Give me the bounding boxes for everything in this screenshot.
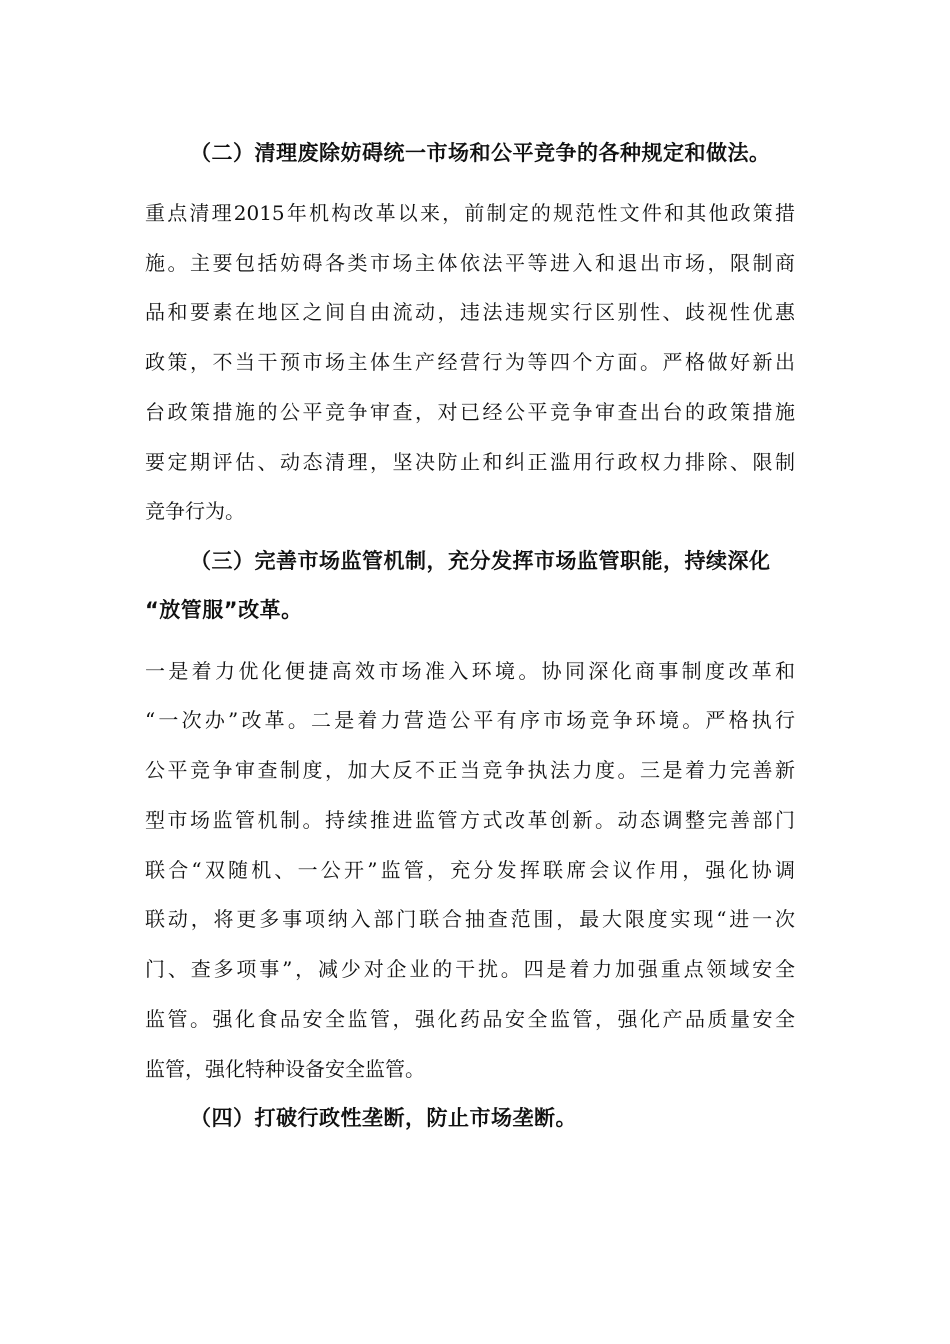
section-3-line: “一次办”改革。二是着力营造公平有序市场竞争环境。严格执行 — [145, 708, 795, 732]
section-3-line: 监管。强化食品安全监管，强化药品安全监管，强化产品质量安全 — [145, 1007, 795, 1031]
section-3-heading-continued: “放管服”改革。 — [145, 598, 303, 622]
section-3-line: 一是着力优化便捷高效市场准入环境。协同深化商事制度改革和 — [145, 659, 795, 683]
section-3-line: 联动，将更多事项纳入部门联合抽查范围，最大限度实现“进一次 — [145, 907, 795, 931]
section-2-line: 要定期评估、动态清理，坚决防止和纠正滥用行政权力排除、限制 — [145, 450, 795, 474]
section-3-line: 门、查多项事”，减少对企业的干扰。四是着力加强重点领域安全 — [145, 957, 795, 981]
section-4-heading: （四）打破行政性垄断，防止市场垄断。 — [190, 1106, 577, 1130]
section-2-line: 施。主要包括妨碍各类市场主体依法平等进入和退出市场，限制商 — [145, 251, 795, 275]
section-2-heading: （二）清理废除妨碍统一市场和公平竞争的各种规定和做法。 — [190, 141, 771, 165]
section-2-line: 重点清理2015年机构改革以来，前制定的规范性文件和其他政策措 — [145, 201, 795, 225]
section-3-line: 监管，强化特种设备安全监管。 — [145, 1057, 425, 1081]
section-3-line: 型市场监管机制。持续推进监管方式改革创新。动态调整完善部门 — [145, 808, 795, 832]
section-3-line: 公平竞争审查制度，加大反不正当竞争执法力度。三是着力完善新 — [145, 758, 795, 782]
section-2-line: 政策，不当干预市场主体生产经营行为等四个方面。严格做好新出 — [145, 350, 795, 374]
section-2-line: 台政策措施的公平竞争审查，对已经公平竞争审查出台的政策措施 — [145, 400, 795, 424]
section-2-line: 竞争行为。 — [145, 499, 245, 523]
section-3-heading: （三）完善市场监管机制，充分发挥市场监管职能，持续深化 — [190, 549, 771, 573]
section-2-line: 品和要素在地区之间自由流动，违法违规实行区别性、歧视性优惠 — [145, 300, 795, 324]
section-3-line: 联合“双随机、一公开”监管，充分发挥联席会议作用，强化协调 — [145, 858, 795, 882]
